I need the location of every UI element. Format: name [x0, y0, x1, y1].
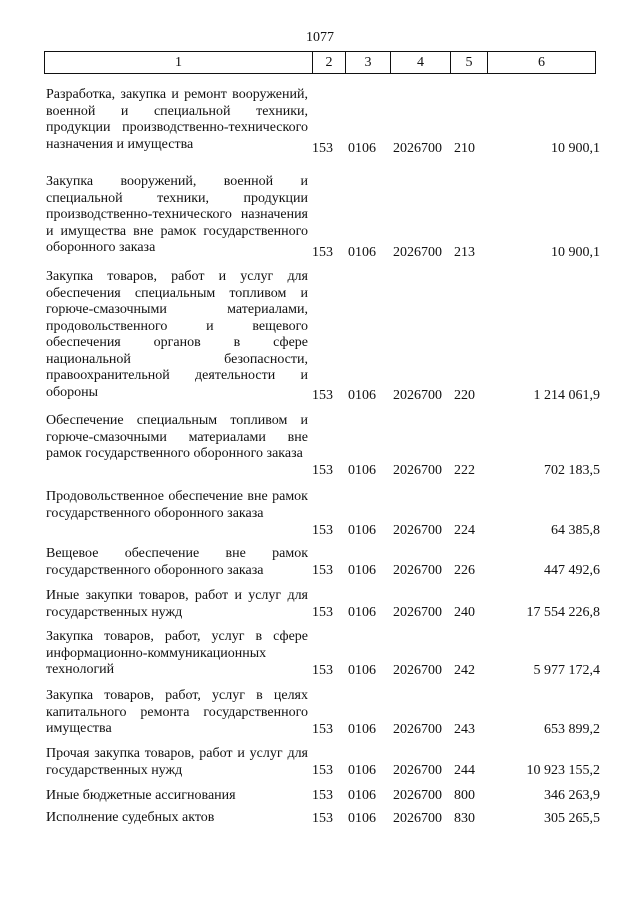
cell-c4: 2026700 — [393, 663, 442, 678]
page-number: 1077 — [306, 30, 334, 45]
cell-c5: 220 — [454, 388, 475, 403]
row-description: Прочая закупка товаров, работ и услуг для государственных нужд — [46, 746, 308, 778]
cell-c4: 2026700 — [393, 245, 442, 260]
cell-c4: 2026700 — [393, 141, 442, 156]
cell-c3: 0106 — [348, 563, 376, 578]
cell-c6: 1 214 061,9 — [533, 388, 600, 403]
cell-c3: 0106 — [348, 245, 376, 260]
cell-c6: 10 923 155,2 — [526, 763, 600, 778]
table-row — [46, 174, 600, 261]
cell-c3: 0106 — [348, 788, 376, 803]
cell-c2: 153 — [312, 141, 333, 156]
table-header — [44, 51, 596, 74]
cell-c3: 0106 — [348, 388, 376, 403]
table-row — [46, 546, 600, 579]
cell-c5: 800 — [454, 788, 475, 803]
cell-c5: 210 — [454, 141, 475, 156]
header-col-1: 1 — [45, 52, 313, 73]
cell-c5: 243 — [454, 722, 475, 737]
cell-c2: 153 — [312, 811, 333, 826]
row-description: Исполнение судебных актов — [46, 810, 215, 825]
cell-c3: 0106 — [348, 811, 376, 826]
cell-c3: 0106 — [348, 722, 376, 737]
row-description: Разработка, закупка и ремонт вооружений, военной и специальной техники, продукции производственно-технического назначения и имущества — [46, 87, 308, 152]
cell-c3: 0106 — [348, 605, 376, 620]
cell-c6: 64 385,8 — [551, 523, 600, 538]
row-description: Закупка товаров, работ и услуг для обеспечения специальным топливом и горюче-смазочными материалами, продовольственного и вещевого обеспечения органов в сфере национальной безопасности, правоохранительной деятельности и обороны — [46, 269, 308, 400]
row-description: Вещевое обеспечение вне рамок государственного оборонного заказа — [46, 546, 308, 578]
cell-c4: 2026700 — [393, 811, 442, 826]
cell-c5: 224 — [454, 523, 475, 538]
cell-c4: 2026700 — [393, 788, 442, 803]
cell-c6: 447 492,6 — [544, 563, 600, 578]
cell-c3: 0106 — [348, 523, 376, 538]
header-col-5: 5 — [451, 52, 488, 73]
table-row — [46, 688, 600, 738]
header-col-4: 4 — [391, 52, 451, 73]
cell-c6: 10 900,1 — [551, 141, 600, 156]
row-description: Закупка товаров, работ, услуг в сфере информационно-коммуникационных технологий — [46, 629, 308, 677]
cell-c3: 0106 — [348, 141, 376, 156]
cell-c6: 653 899,2 — [544, 722, 600, 737]
cell-c4: 2026700 — [393, 388, 442, 403]
cell-c6: 305 265,5 — [544, 811, 600, 826]
cell-c5: 213 — [454, 245, 475, 260]
cell-c5: 830 — [454, 811, 475, 826]
cell-c2: 153 — [312, 463, 333, 478]
cell-c4: 2026700 — [393, 763, 442, 778]
cell-c3: 0106 — [348, 663, 376, 678]
row-description: Закупка вооружений, военной и специальной техники, продукции производственно-технического назначения и имущества вне рамок государственного оборонного заказа — [46, 174, 308, 255]
cell-c6: 10 900,1 — [551, 245, 600, 260]
header-col-3: 3 — [346, 52, 391, 73]
cell-c6: 5 977 172,4 — [533, 663, 600, 678]
cell-c5: 222 — [454, 463, 475, 478]
cell-c2: 153 — [312, 563, 333, 578]
cell-c6: 702 183,5 — [544, 463, 600, 478]
cell-c6: 17 554 226,8 — [526, 605, 600, 620]
table-row — [46, 87, 600, 157]
table-row — [46, 413, 600, 479]
cell-c2: 153 — [312, 388, 333, 403]
header-col-6: 6 — [538, 55, 545, 70]
table-row — [46, 588, 600, 621]
table-row — [46, 788, 600, 804]
cell-c3: 0106 — [348, 463, 376, 478]
cell-c4: 2026700 — [393, 523, 442, 538]
cell-c6: 346 263,9 — [544, 788, 600, 803]
cell-c5: 226 — [454, 563, 475, 578]
cell-c4: 2026700 — [393, 563, 442, 578]
cell-c2: 153 — [312, 523, 333, 538]
row-description: Обеспечение специальным топливом и горюче-смазочными материалами вне рамок государственного оборонного заказа — [46, 413, 308, 461]
header-col-2: 2 — [313, 52, 346, 73]
table-row — [46, 269, 600, 404]
table-row — [46, 489, 600, 539]
cell-c3: 0106 — [348, 763, 376, 778]
cell-c5: 244 — [454, 763, 475, 778]
row-description: Иные бюджетные ассигнования — [46, 788, 236, 803]
cell-c5: 240 — [454, 605, 475, 620]
cell-c4: 2026700 — [393, 722, 442, 737]
cell-c2: 153 — [312, 722, 333, 737]
table-row — [46, 629, 600, 679]
cell-c4: 2026700 — [393, 605, 442, 620]
table-row — [46, 810, 600, 827]
cell-c4: 2026700 — [393, 463, 442, 478]
row-description: Продовольственное обеспечение вне рамок государственного оборонного заказа — [46, 489, 308, 521]
row-description: Иные закупки товаров, работ и услуг для государственных нужд — [46, 588, 308, 620]
cell-c2: 153 — [312, 763, 333, 778]
cell-c5: 242 — [454, 663, 475, 678]
row-description: Закупка товаров, работ, услуг в целях капитального ремонта государственного имущества — [46, 688, 308, 736]
cell-c2: 153 — [312, 245, 333, 260]
cell-c2: 153 — [312, 605, 333, 620]
cell-c2: 153 — [312, 663, 333, 678]
cell-c2: 153 — [312, 788, 333, 803]
table-row — [46, 746, 600, 779]
